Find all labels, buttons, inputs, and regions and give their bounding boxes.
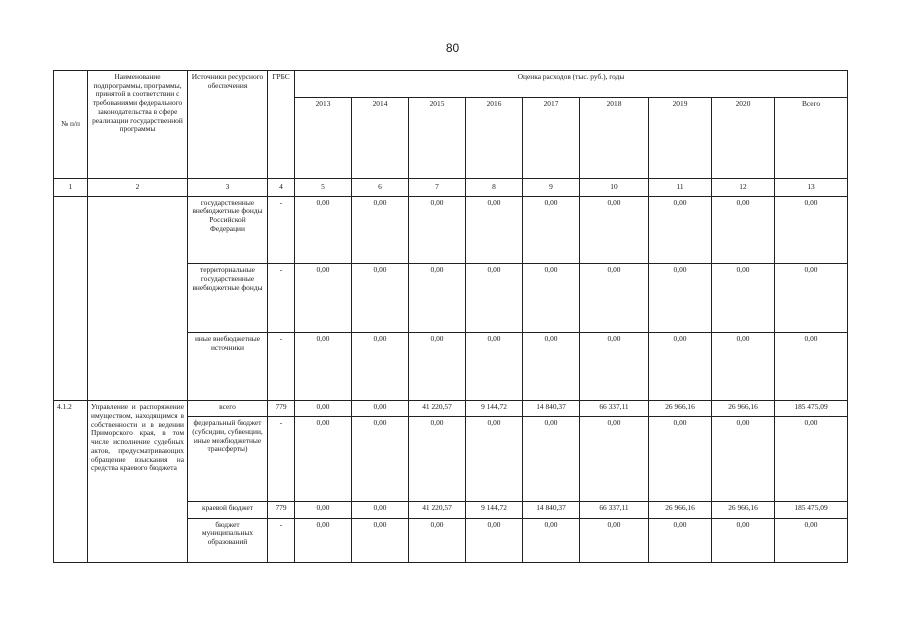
funding-source: иные внебюджетные источники	[188, 333, 268, 401]
value-cell: 0,00	[649, 264, 712, 333]
value-cell: 0,00	[523, 196, 580, 264]
header-year: 2013	[295, 98, 352, 179]
value-cell: 0,00	[466, 196, 523, 264]
value-cell: 0,00	[352, 502, 409, 518]
value-cell: 0,00	[523, 264, 580, 333]
value-cell: 0,00	[409, 196, 466, 264]
header-year: 2017	[523, 98, 580, 179]
value-cell: 0,00	[649, 333, 712, 401]
funding-source: федеральный бюджет (субсидии, субвенции, иные межбюджетные трансферты)	[188, 417, 268, 502]
value-cell: 0,00	[295, 401, 352, 417]
value-cell: 66 337,11	[580, 401, 649, 417]
funding-source: краевой бюджет	[188, 502, 268, 518]
value-total: 185 475,09	[775, 401, 848, 417]
value-cell: 9 144,72	[466, 502, 523, 518]
value-cell: 0,00	[712, 196, 775, 264]
value-cell: 14 840,37	[523, 502, 580, 518]
funding-source: государственные внебюджетные фонды Российской Федерации	[188, 196, 268, 264]
value-cell: 0,00	[580, 333, 649, 401]
header-row-top	[54, 71, 848, 98]
header-year-total: Всего	[775, 98, 848, 179]
value-cell: 14 840,37	[523, 401, 580, 417]
column-number: 11	[649, 179, 712, 197]
column-number: 12	[712, 179, 775, 197]
value-cell: 0,00	[352, 417, 409, 502]
value-cell: 0,00	[649, 196, 712, 264]
value-cell: 0,00	[352, 401, 409, 417]
value-cell: 0,00	[466, 417, 523, 502]
value-cell: 0,00	[580, 196, 649, 264]
value-cell: 0,00	[712, 417, 775, 502]
row-index: 4.1.2	[54, 401, 88, 563]
grbs-code: -	[268, 264, 295, 333]
value-cell: 26 966,16	[712, 401, 775, 417]
value-total: 185 475,09	[775, 502, 848, 518]
value-total: 0,00	[775, 417, 848, 502]
header-year: 2020	[712, 98, 775, 179]
value-cell: 0,00	[712, 264, 775, 333]
column-number: 7	[409, 179, 466, 197]
value-cell: 0,00	[352, 333, 409, 401]
column-number: 6	[352, 179, 409, 197]
value-cell: 41 220,57	[409, 401, 466, 417]
value-total: 0,00	[775, 518, 848, 562]
value-cell: 0,00	[649, 417, 712, 502]
value-total: 0,00	[775, 196, 848, 264]
funding-source: бюджет муниципальных образований	[188, 518, 268, 562]
value-cell: 0,00	[523, 417, 580, 502]
value-cell: 0,00	[352, 196, 409, 264]
value-cell: 0,00	[523, 518, 580, 562]
grbs-code: -	[268, 333, 295, 401]
value-cell: 0,00	[523, 333, 580, 401]
row-program-name	[88, 196, 188, 401]
column-number: 13	[775, 179, 848, 197]
row-index	[54, 196, 88, 401]
grbs-code: -	[268, 196, 295, 264]
funding-source: всего	[188, 401, 268, 417]
column-number: 9	[523, 179, 580, 197]
value-cell: 26 966,16	[649, 502, 712, 518]
header-year: 2019	[649, 98, 712, 179]
value-cell: 0,00	[295, 417, 352, 502]
grbs-code: -	[268, 518, 295, 562]
value-cell: 41 220,57	[409, 502, 466, 518]
value-cell: 0,00	[295, 333, 352, 401]
value-cell: 0,00	[712, 333, 775, 401]
value-cell: 0,00	[409, 333, 466, 401]
value-cell: 0,00	[649, 518, 712, 562]
page-number: 80	[445, 41, 460, 55]
grbs-code: -	[268, 417, 295, 502]
value-cell: 0,00	[409, 417, 466, 502]
value-cell: 0,00	[580, 417, 649, 502]
value-cell: 0,00	[466, 518, 523, 562]
row-program-name: Управление и распоряжение имуществом, находящимся в собственности и в ведении Приморского края, в том числе исполнение судебных актов, предусматривающих обращение взыскания на средства краевого бюджета	[88, 401, 188, 563]
value-cell: 0,00	[712, 518, 775, 562]
grbs-code: 779	[268, 401, 295, 417]
header-year: 2015	[409, 98, 466, 179]
column-number: 4	[268, 179, 295, 197]
column-number-row	[54, 179, 848, 197]
value-cell: 9 144,72	[466, 401, 523, 417]
value-cell: 0,00	[295, 196, 352, 264]
value-cell: 0,00	[466, 333, 523, 401]
value-cell: 0,00	[295, 518, 352, 562]
table-row	[54, 196, 848, 264]
header-name: Наименование подпрограммы, программы, принятой в соответствии с требованиями федерального законодательства в сфере реализации государственной программы	[88, 71, 188, 179]
value-cell: 0,00	[466, 264, 523, 333]
header-grbs: ГРБС	[268, 71, 295, 179]
value-cell: 0,00	[580, 518, 649, 562]
table-row	[54, 401, 848, 417]
column-number: 10	[580, 179, 649, 197]
column-number: 8	[466, 179, 523, 197]
value-total: 0,00	[775, 333, 848, 401]
header-year: 2014	[352, 98, 409, 179]
grbs-code: 779	[268, 502, 295, 518]
value-cell: 0,00	[409, 264, 466, 333]
header-source: Источники ресурсного обеспечения	[188, 71, 268, 179]
column-number: 1	[54, 179, 88, 197]
value-cell: 0,00	[295, 264, 352, 333]
header-estimate: Оценка расходов (тыс. руб.), годы	[295, 71, 848, 98]
value-cell: 0,00	[580, 264, 649, 333]
value-cell: 0,00	[295, 502, 352, 518]
value-cell: 66 337,11	[580, 502, 649, 518]
value-total: 0,00	[775, 264, 848, 333]
column-number: 3	[188, 179, 268, 197]
value-cell: 26 966,16	[649, 401, 712, 417]
header-year: 2016	[466, 98, 523, 179]
header-year: 2018	[580, 98, 649, 179]
value-cell: 0,00	[409, 518, 466, 562]
header-num: № п/п	[54, 71, 88, 179]
column-number: 5	[295, 179, 352, 197]
funding-source: территориальные государственные внебюджетные фонды	[188, 264, 268, 333]
value-cell: 0,00	[352, 518, 409, 562]
budget-table	[53, 70, 848, 563]
value-cell: 0,00	[352, 264, 409, 333]
value-cell: 26 966,16	[712, 502, 775, 518]
column-number: 2	[88, 179, 188, 197]
